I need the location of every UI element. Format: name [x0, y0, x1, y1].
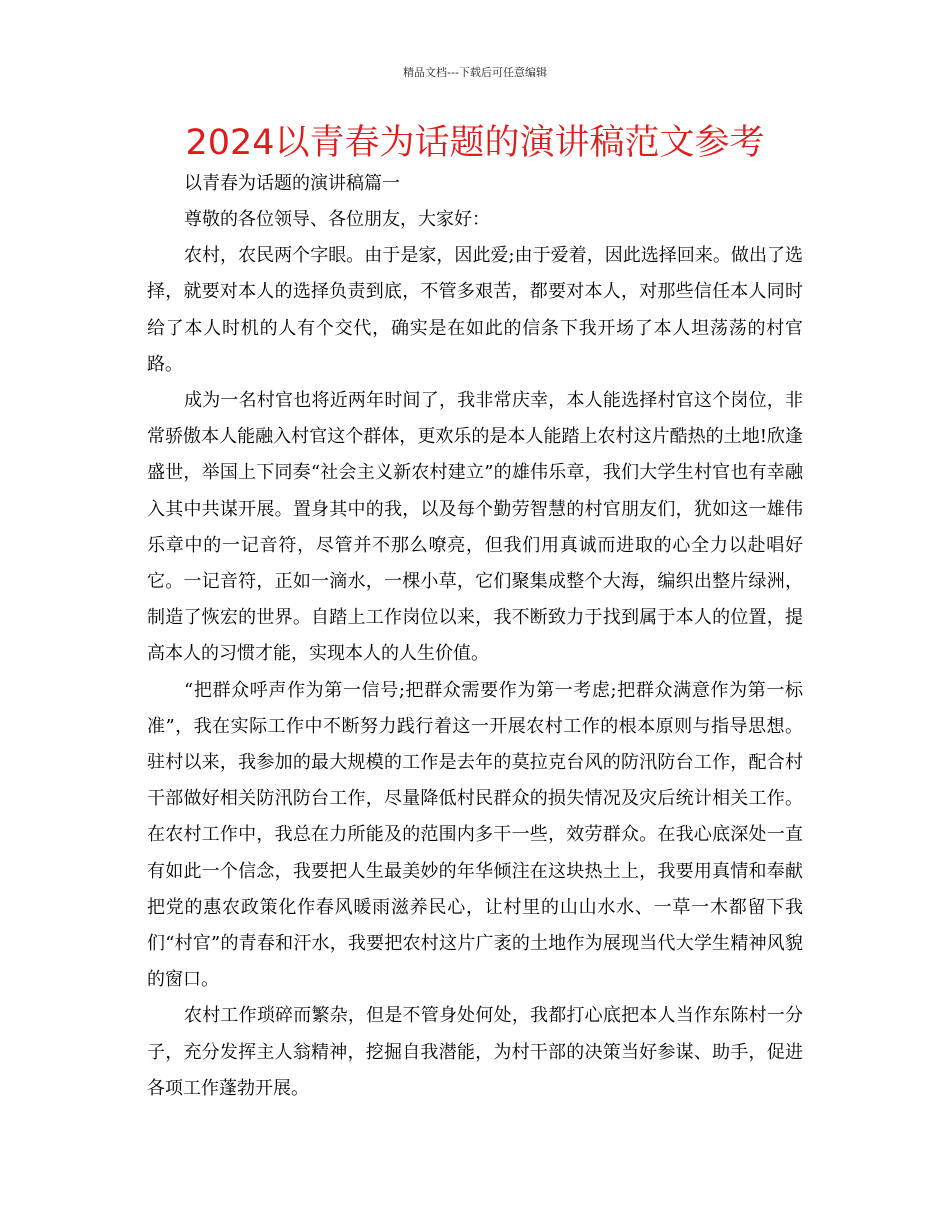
section-subtitle: 以青春为话题的演讲稿篇一 — [184, 173, 400, 194]
paragraph-2: 成为一名村官也将近两年时间了，我非常庆幸，本人能选择村官这个岗位，非常骄傲本人能融入村官这个群体，更欢乐的是本人能踏上农村这片酷热的土地!欣逢盛世，举国上下同奏“社会主义新农村建立”的雄伟乐章，我们大学生村官也有幸融入其中共谋开展。置身其中的我，以及每个勤劳智慧的村官朋友们，犹如这一雄伟乐章中的一记音符，尽管并不那么嘹亮，但我们用真诚而进取的心全力以赴唱好它。一记音符，正如一滴水，一棵小草，它们聚集成整个大海，编织出整片绿洲，制造了恢宏的世界。自踏上工作岗位以来，我不断致力于找到属于本人的位置，提高本人的习惯才能，实现本人的人生价值。 — [147, 390, 803, 665]
paragraph-greeting: 尊敬的各位领导、各位朋友，大家好： — [184, 209, 490, 230]
paragraph-1: 农村，农民两个字眼。由于是家，因此爱;由于爱着，因此选择回来。做出了选择，就要对本人的选择负责到底，不管多艰苦，都要对本人，对那些信任本人同时给了本人时机的人有个交代，确实是在如此的信条下我开场了本人坦荡荡的村官路。 — [147, 245, 803, 375]
document-body — [147, 166, 803, 1107]
paragraph-3: “把群众呼声作为第一信号;把群众需要作为第一考虑;把群众满意作为第一标准”，我在实际工作中不断努力践行着这一开展农村工作的根本原则与指导思想。驻村以来，我参加的最大规模的工作是去年的莫拉克台风的防汛防台工作，配合村干部做好相关防汛防台工作，尽量降低村民群众的损失情况及灾后统计相关工作。在农村工作中，我总在力所能及的范围内多干一些，效劳群众。在我心底深处一直有如此一个信念，我要把人生最美妙的年华倾注在这块热土上，我要用真情和奉献把党的惠农政策化作春风暖雨滋养民心，让村里的山山水水、一草一木都留下我们“村官”的青春和汗水，我要把农村这片广袤的土地作为展现当代大学生精神风貌的窗口。 — [147, 679, 803, 991]
document-title: 2024以青春为话题的演讲稿范文参考 — [185, 123, 765, 163]
header-note: 精品文档---下载后可任意编辑 — [403, 66, 547, 79]
paragraph-4: 农村工作琐碎而繁杂，但是不管身处何处，我都打心底把本人当作东陈村一分子，充分发挥主人翁精神，挖掘自我潜能，为村干部的决策当好参谋、助手，促进各项工作蓬勃开展。 — [147, 1005, 803, 1099]
